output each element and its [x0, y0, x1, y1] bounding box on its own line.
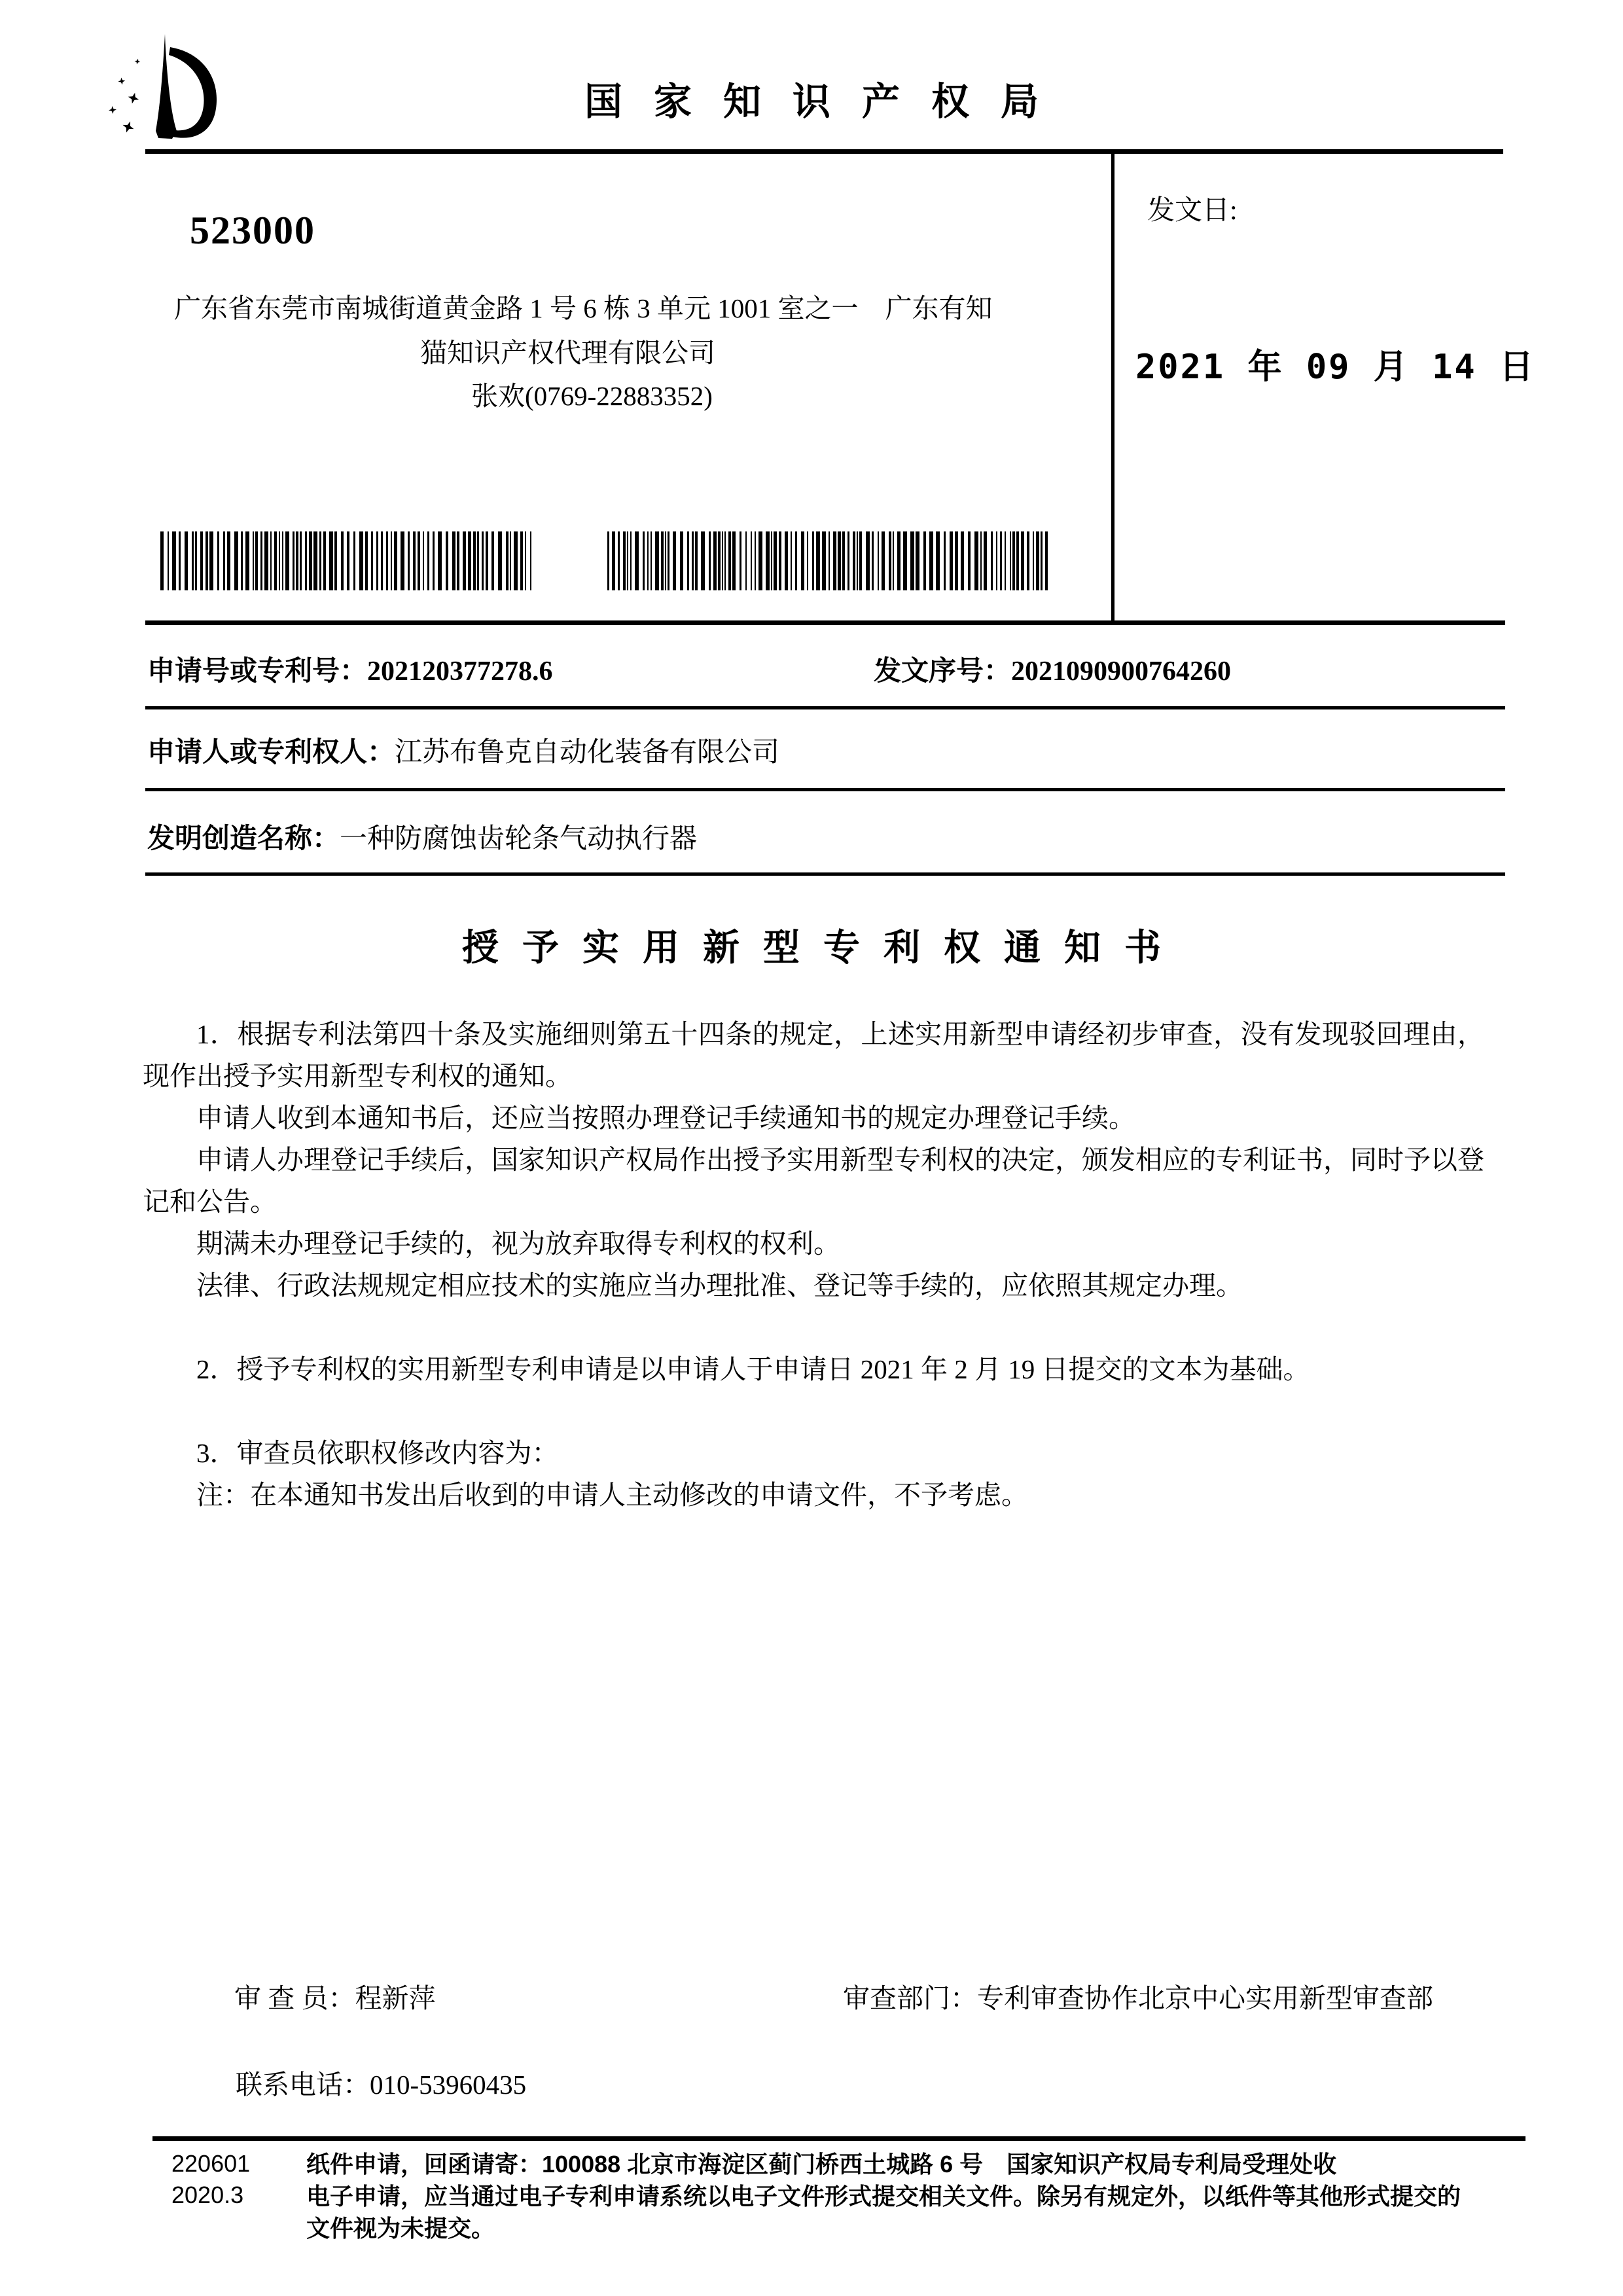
phone-number: 010-53960435: [370, 2070, 527, 2100]
body-paragraph: 申请人收到本通知书后，还应当按照办理登记手续通知书的规定办理登记手续。: [196, 1103, 1135, 1133]
body-paragraph: 1．根据专利法第四十条及实施细则第五十四条的规定，上述实用新型申请经初步审查，没有发现驳回理由，现作出授予实用新型专利权的通知。: [143, 1019, 1484, 1091]
department-field: [843, 1977, 1433, 2015]
footer-line: 文件视为未提交。: [306, 2215, 495, 2242]
serial-number-value: 2021090900764260: [1011, 656, 1232, 687]
department-name: 专利审查协作北京中心实用新型审查部: [977, 1983, 1433, 2013]
notice-title: 授予实用新型专利权通知书: [462, 927, 1185, 968]
footer-line: 纸件申请，回函请寄：100088 北京市海淀区蓟门桥西土城路 6 号 国家知识产权局专利局受理处收: [306, 2151, 1337, 2178]
agency-title: 国家知识产权局: [584, 81, 1070, 123]
application-number-label: 申请号或专利号：: [147, 656, 368, 687]
recipient-address-line1: 广东省东莞市南城街道黄金路 1 号 6 栋 3 单元 1001 室之一 广东有知: [174, 293, 993, 323]
invention-title-field: [147, 817, 697, 856]
body-paragraph: 2．授予专利权的实用新型专利申请是以申请人于申请日 2021 年 2 月 19 日提交的文本为基础。: [196, 1354, 1310, 1384]
footer-form-code-block: [171, 2148, 250, 2211]
barcode-serial: [607, 531, 1050, 590]
phone-label: 联系电话：: [236, 2070, 370, 2100]
body-paragraph: 法律、行政法规规定相应技术的实施应当办理批准、登记等手续的，应依照其规定办理。: [196, 1270, 1243, 1300]
notice-body: [143, 1013, 1484, 1516]
examiner-name: 程新萍: [355, 1983, 436, 2013]
examiner-label: 审 查 员：: [234, 1983, 355, 2013]
dispatch-date-label: 发文日:: [1147, 196, 1238, 226]
department-label: 审查部门：: [843, 1983, 977, 2013]
recipient-contact: 张欢(0769-22883352): [471, 381, 713, 411]
row-divider-bottom: [145, 872, 1505, 876]
application-number-field: [147, 649, 553, 689]
invention-title-value: 一种防腐蚀齿轮条气动执行器: [340, 824, 698, 854]
applicant-label: 申请人或专利权人：: [147, 738, 395, 768]
footer-instructions: [306, 2148, 1517, 2244]
phone-field: [236, 2063, 526, 2102]
recipient-address-line2: 猫知识产权代理有限公司: [420, 338, 715, 368]
body-paragraph: 期满未办理登记手续的，视为放弃取得专利权的权利。: [196, 1229, 840, 1259]
invention-title-label: 发明创造名称：: [147, 824, 340, 854]
footer-divider: [152, 2136, 1525, 2141]
row-divider-2: [145, 788, 1505, 791]
postal-code: 523000: [190, 209, 315, 252]
serial-number-field: [874, 649, 1231, 689]
header-divider: [145, 149, 1503, 154]
body-paragraph: 3．审查员依职权修改内容为：: [196, 1438, 559, 1468]
application-number-value: 202120377278.6: [367, 656, 553, 687]
footer-line: 电子申请，应当通过电子专利申请系统以电子文件形式提交相关文件。除另有规定外，以纸件等其他形式提交的: [306, 2183, 1461, 2210]
body-paragraph: 注：在本通知书发出后收到的申请人主动修改的申请文件，不予考虑。: [196, 1480, 1028, 1510]
body-paragraph: 申请人办理登记手续后，国家知识产权局作出授予实用新型专利权的决定，颁发相应的专利证书，同时予以登记和公告。: [143, 1145, 1484, 1217]
serial-number-label: 发文序号：: [874, 656, 1012, 687]
footer-form-version: 2020.3: [171, 2181, 244, 2208]
row-divider-top: [145, 620, 1505, 625]
dispatch-box-divider: [1111, 152, 1115, 623]
dispatch-date-value: 2021 年 09 月 14 日: [1135, 348, 1535, 387]
applicant-field: [147, 730, 779, 770]
barcode-application: [160, 531, 535, 590]
row-divider-1: [145, 706, 1505, 709]
footer-form-code: 220601: [171, 2150, 251, 2177]
examiner-field: [234, 1977, 436, 2015]
applicant-value: 江苏布鲁克自动化装备有限公司: [395, 738, 780, 768]
